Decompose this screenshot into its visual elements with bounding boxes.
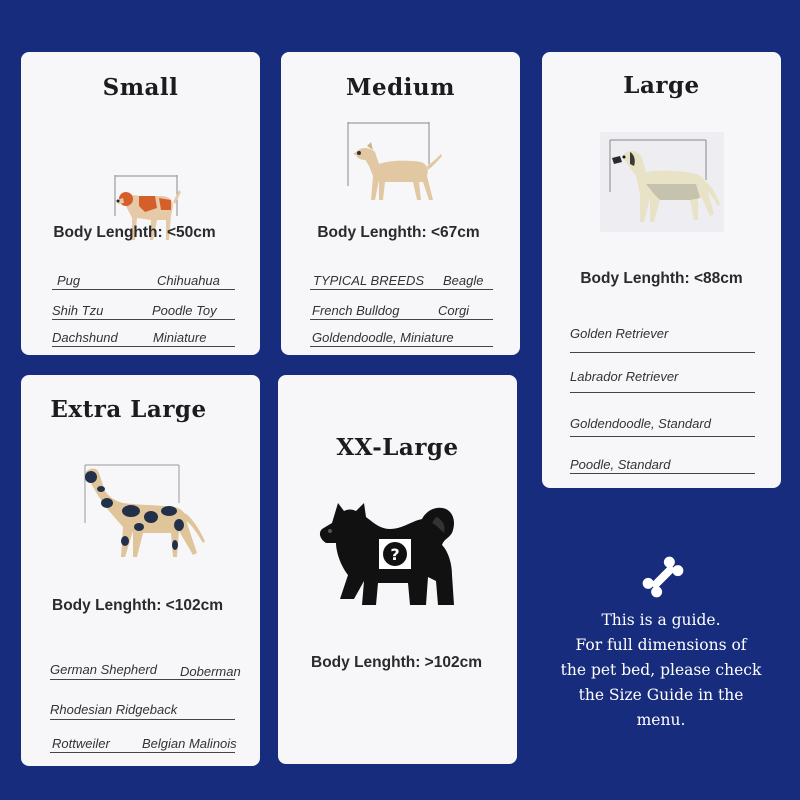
- body-length-text: Body Lenghth: <67cm: [317, 224, 480, 241]
- size-card-medium: [281, 52, 520, 355]
- underline: [50, 752, 235, 753]
- size-card-xx-large: [278, 375, 517, 764]
- card-title: Extra Large: [50, 396, 207, 423]
- extra-large-dog-illustration: [79, 461, 209, 561]
- breed-label: Goldendoodle, Miniature: [312, 330, 454, 345]
- breed-label: Golden Retriever: [570, 326, 669, 341]
- body-length-text: Body Lenghth: >102cm: [311, 654, 482, 671]
- size-card-large: [542, 52, 781, 488]
- medium-dog-illustration: [343, 120, 443, 204]
- bone-icon: [638, 555, 688, 599]
- breed-label: German Shepherd: [50, 662, 157, 677]
- breed-label: Dachshund: [52, 330, 118, 345]
- breed-label: Shih Tzu: [52, 303, 104, 318]
- size-card-small: [21, 52, 260, 355]
- breed-label: Beagle: [443, 273, 484, 288]
- breed-label: French Bulldog: [312, 303, 400, 318]
- underline: [570, 473, 755, 474]
- large-dog-illustration: [600, 132, 724, 232]
- breed-label: Poodle Toy: [152, 303, 217, 318]
- breed-label: Doberman: [180, 664, 241, 679]
- underline: [52, 319, 235, 320]
- card-title: Small: [102, 74, 179, 101]
- body-length-text: Body Lenghth: <102cm: [52, 597, 223, 614]
- guide-line: This is a guide.: [601, 611, 721, 629]
- underline: [570, 352, 755, 353]
- guide-line: menu.: [636, 711, 686, 729]
- card-title: Medium: [346, 74, 455, 101]
- breed-label: Labrador Retriever: [570, 369, 679, 384]
- breed-label: TYPICAL BREEDS: [313, 273, 425, 288]
- underline: [52, 346, 235, 347]
- breed-label: Belgian Malinois: [142, 736, 237, 751]
- guide-note: [548, 608, 774, 733]
- body-length-text: Body Lenghth: <50cm: [53, 224, 216, 241]
- breed-label: Pug: [57, 273, 81, 288]
- underline: [570, 436, 755, 437]
- underline: [50, 679, 235, 680]
- guide-line: For full dimensions of: [575, 636, 747, 654]
- breed-label: Corgi: [438, 303, 470, 318]
- svg-text:?: ?: [390, 545, 400, 564]
- underline: [50, 719, 235, 720]
- guide-line: the Size Guide in the: [578, 686, 744, 704]
- underline: [310, 289, 493, 290]
- breed-label: Rhodesian Ridgeback: [50, 702, 178, 717]
- body-length-text: Body Lenghth: <88cm: [580, 270, 743, 287]
- underline: [310, 319, 493, 320]
- card-title: Large: [623, 72, 700, 99]
- underline: [570, 392, 755, 393]
- underline: [310, 346, 493, 347]
- breed-label: Miniature: [153, 330, 207, 345]
- question-mark-icon: [379, 539, 411, 569]
- guide-line: the pet bed, please check: [560, 661, 762, 679]
- size-card-extra-large: [21, 375, 260, 766]
- underline: [52, 289, 235, 290]
- breed-label: Rottweiler: [52, 736, 110, 751]
- breed-label: Goldendoodle, Standard: [570, 416, 711, 431]
- card-title: XX-Large: [336, 434, 459, 461]
- breed-label: Poodle, Standard: [570, 457, 671, 472]
- breed-label: Chihuahua: [157, 273, 220, 288]
